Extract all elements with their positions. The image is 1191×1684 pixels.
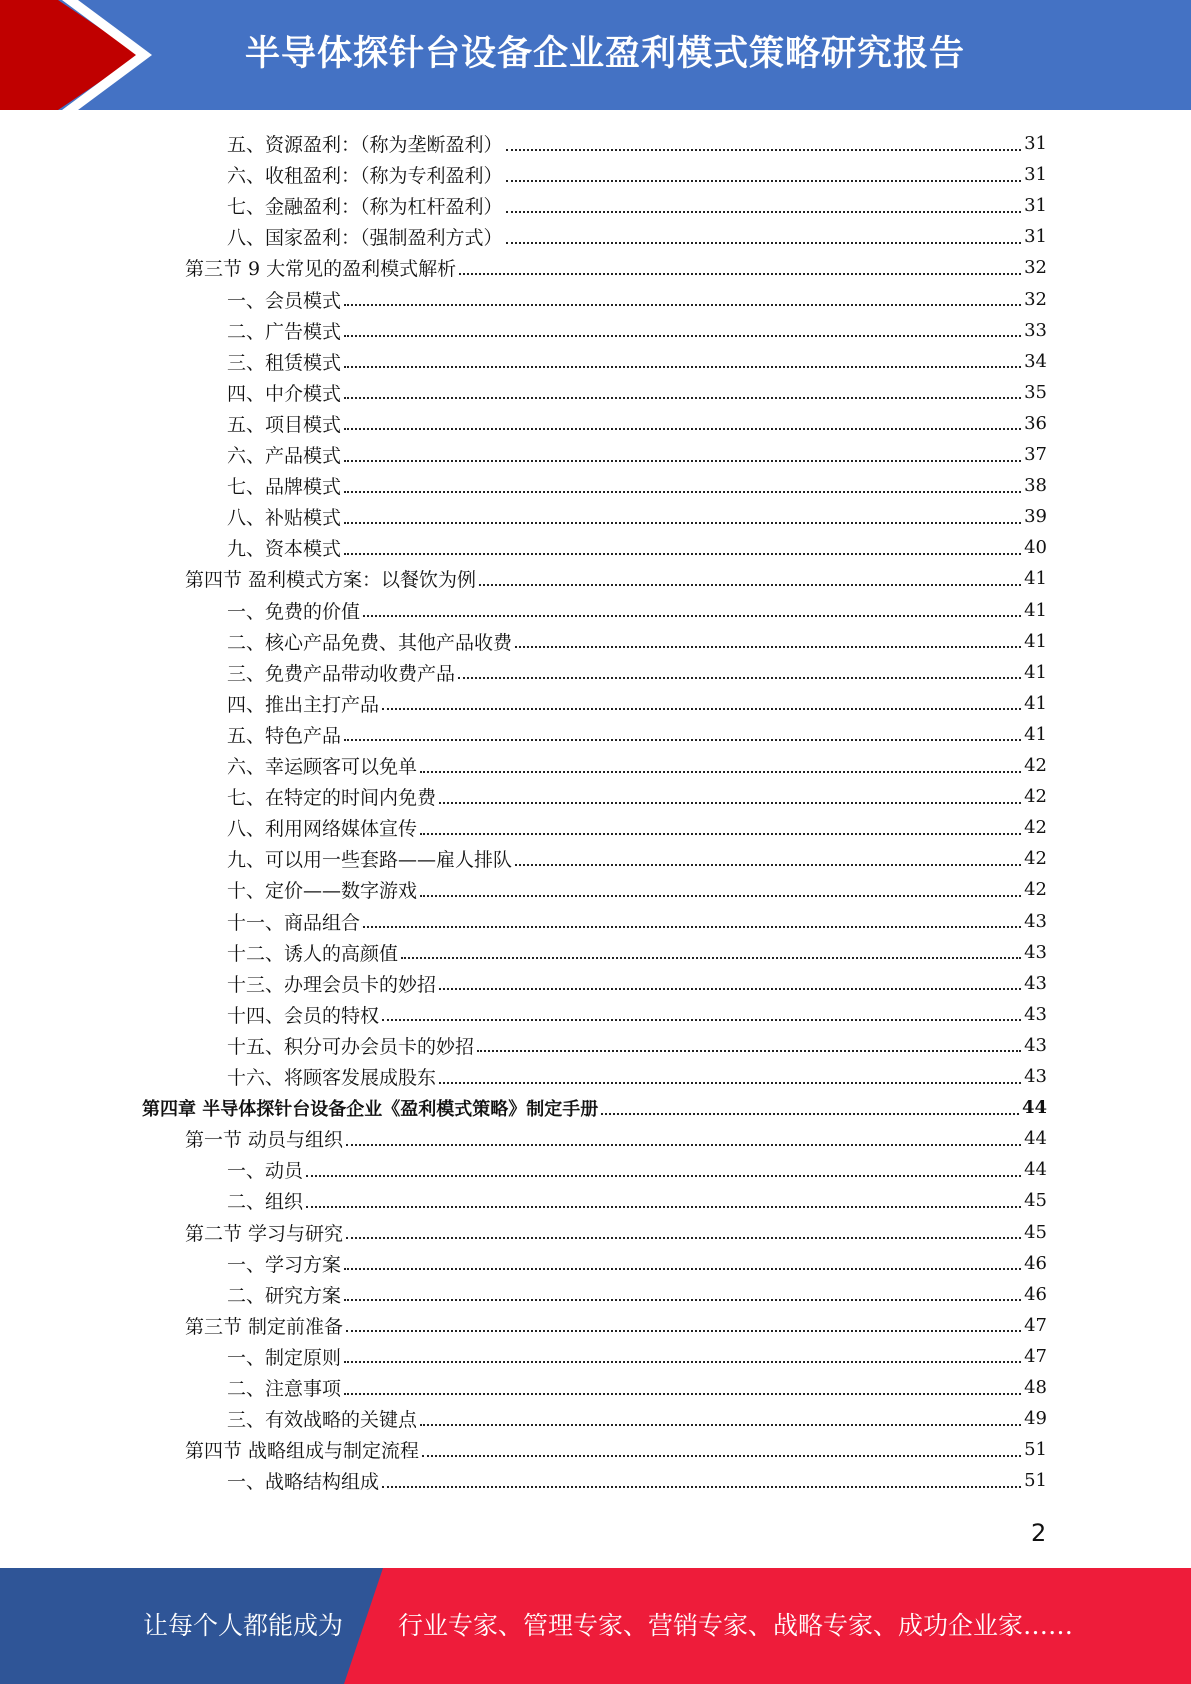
header-band bbox=[0, 0, 1191, 110]
toc-entry-page: 31 bbox=[1024, 195, 1047, 217]
toc-dot-leader bbox=[344, 428, 1021, 430]
toc-entry-page: 47 bbox=[1024, 1345, 1047, 1367]
toc-entry[interactable] bbox=[185, 1123, 1047, 1154]
toc-dot-leader bbox=[344, 1361, 1021, 1363]
toc-entry[interactable] bbox=[227, 595, 1047, 626]
toc-dot-leader bbox=[439, 1082, 1021, 1084]
toc-entry-label: 三、免费产品带动收费产品 bbox=[227, 662, 456, 685]
toc-entry-label: 一、制定原则 bbox=[227, 1346, 342, 1369]
toc-entry-page: 42 bbox=[1024, 879, 1047, 901]
toc-entry[interactable] bbox=[227, 1372, 1047, 1403]
toc-entry-page: 31 bbox=[1024, 133, 1047, 154]
toc-dot-leader bbox=[344, 1268, 1021, 1270]
toc-entry-label: 一、免费的价值 bbox=[227, 600, 361, 623]
toc-entry-page: 33 bbox=[1024, 319, 1047, 341]
toc-dot-leader bbox=[344, 553, 1021, 555]
toc-entry-label: 十三、办理会员卡的妙招 bbox=[227, 973, 437, 996]
toc-entry-label: 六、幸运顾客可以免单 bbox=[227, 756, 418, 778]
toc-dot-leader bbox=[344, 1393, 1021, 1395]
toc-dot-leader bbox=[420, 895, 1021, 897]
toc-entry-label: 一、会员模式 bbox=[227, 289, 342, 312]
toc-entry[interactable] bbox=[227, 470, 1047, 501]
toc-entry-label: 十六、将顾客发展成股东 bbox=[227, 1067, 437, 1089]
toc-dot-leader bbox=[479, 584, 1021, 586]
toc-entry[interactable] bbox=[227, 501, 1047, 532]
toc-dot-leader bbox=[439, 988, 1021, 990]
toc-entry-page: 37 bbox=[1024, 444, 1047, 465]
toc-dot-leader bbox=[344, 522, 1021, 524]
toc-entry[interactable] bbox=[227, 937, 1047, 968]
toc-entry-page: 43 bbox=[1024, 1034, 1047, 1056]
toc-entry-label: 二、核心产品免费、其他产品收费 bbox=[227, 631, 513, 654]
header-chevron-icon bbox=[0, 0, 160, 110]
report-title: 半导体探针台设备企业盈利模式策略研究报告 bbox=[245, 34, 966, 74]
toc-entry[interactable] bbox=[227, 532, 1047, 563]
toc-entry[interactable] bbox=[142, 1092, 1047, 1123]
toc-entry[interactable] bbox=[227, 1248, 1047, 1279]
toc-entry[interactable] bbox=[227, 781, 1047, 812]
toc-entry-page: 43 bbox=[1024, 941, 1047, 963]
footer-slogan-left: 让每个人都能成为 bbox=[143, 1611, 344, 1640]
toc-dot-leader bbox=[506, 242, 1022, 244]
toc-entry-page: 32 bbox=[1024, 288, 1047, 310]
toc-dot-leader bbox=[459, 273, 1021, 275]
toc-entry[interactable] bbox=[185, 252, 1047, 283]
toc-entry-page: 38 bbox=[1024, 475, 1047, 497]
toc-dot-leader bbox=[506, 149, 1022, 151]
toc-entry-label: 三、有效战略的关键点 bbox=[227, 1409, 418, 1432]
toc-entry-page: 32 bbox=[1024, 257, 1047, 279]
toc-dot-leader bbox=[344, 366, 1021, 368]
toc-entry-page: 45 bbox=[1024, 1221, 1047, 1243]
toc-entry-page: 41 bbox=[1024, 568, 1047, 590]
toc-entry-label: 十五、积分可办会员卡的妙招 bbox=[227, 1035, 475, 1058]
footer-band bbox=[0, 1568, 1191, 1684]
toc-dot-leader bbox=[344, 460, 1021, 462]
toc-entry-label: 第四节 战略组成与制定流程 bbox=[185, 1440, 420, 1463]
footer-slogan-right: 行业专家、管理专家、营销专家、战略专家、成功企业家…… bbox=[398, 1611, 1074, 1640]
toc-entry-label: 三、租赁模式 bbox=[227, 351, 342, 374]
toc-dot-leader bbox=[420, 771, 1021, 773]
toc-entry-page: 44 bbox=[1024, 1128, 1047, 1150]
toc-entry-page: 31 bbox=[1024, 164, 1047, 186]
toc-dot-leader bbox=[344, 304, 1021, 306]
toc-dot-leader bbox=[601, 1113, 1019, 1115]
toc-entry-label: 十、定价——数字游戏 bbox=[227, 880, 418, 903]
toc-dot-leader bbox=[382, 708, 1021, 710]
toc-entry-page: 43 bbox=[1024, 972, 1047, 994]
toc-entry[interactable] bbox=[185, 1310, 1047, 1341]
toc-entry-page: 42 bbox=[1024, 817, 1047, 839]
toc-entry[interactable] bbox=[227, 1465, 1047, 1496]
toc-entry-label: 六、收租盈利：（称为专利盈利） bbox=[227, 165, 503, 188]
toc-entry[interactable] bbox=[227, 221, 1047, 252]
toc-dot-leader bbox=[420, 833, 1021, 835]
toc-entry-label: 七、品牌模式 bbox=[227, 476, 342, 499]
page-number: 2 bbox=[1031, 1519, 1047, 1547]
toc-entry[interactable] bbox=[227, 408, 1047, 439]
toc-entry-page: 48 bbox=[1024, 1377, 1047, 1398]
toc-entry-page: 31 bbox=[1024, 226, 1047, 248]
toc-dot-leader bbox=[306, 1175, 1021, 1177]
toc-entry-page: 40 bbox=[1024, 537, 1047, 559]
toc-entry-page: 41 bbox=[1024, 599, 1047, 621]
toc-entry-label: 第一节 动员与组织 bbox=[185, 1129, 344, 1152]
toc-entry[interactable] bbox=[227, 439, 1047, 470]
toc-entry-label: 第三节 9 大常见的盈利模式解析 bbox=[185, 258, 457, 281]
toc-entry-label: 四、中介模式 bbox=[227, 382, 342, 405]
toc-entry-label: 十二、诱人的高颜值 bbox=[227, 942, 399, 965]
toc-entry[interactable] bbox=[227, 999, 1047, 1030]
toc-entry-label: 七、金融盈利：（称为杠杆盈利） bbox=[227, 196, 503, 219]
toc-dot-leader bbox=[506, 211, 1022, 213]
toc-entry-label: 第四章 半导体探针台设备企业《盈利模式策略》制定手册 bbox=[142, 1098, 599, 1120]
toc-dot-leader bbox=[346, 1237, 1021, 1239]
toc-entry[interactable] bbox=[227, 874, 1047, 905]
toc-entry-label: 二、注意事项 bbox=[227, 1378, 342, 1400]
toc-entry-label: 一、动员 bbox=[227, 1160, 304, 1183]
toc-entry[interactable] bbox=[185, 1434, 1047, 1465]
toc-entry[interactable] bbox=[227, 719, 1047, 750]
toc-entry-page: 44 bbox=[1021, 1097, 1047, 1119]
toc-entry-page: 49 bbox=[1024, 1408, 1047, 1430]
toc-entry[interactable] bbox=[227, 906, 1047, 937]
toc-entry[interactable] bbox=[227, 843, 1047, 874]
toc-entry[interactable] bbox=[227, 346, 1047, 377]
toc-entry-page: 44 bbox=[1024, 1159, 1047, 1181]
toc-entry-label: 十四、会员的特权 bbox=[227, 1004, 380, 1027]
toc-entry-page: 46 bbox=[1024, 1252, 1047, 1274]
toc-entry-page: 35 bbox=[1024, 381, 1047, 403]
toc-entry-label: 五、资源盈利：（称为垄断盈利） bbox=[227, 134, 503, 156]
toc-entry[interactable] bbox=[227, 657, 1047, 688]
toc-entry[interactable] bbox=[227, 968, 1047, 999]
toc-entry[interactable] bbox=[227, 750, 1047, 781]
toc-dot-leader bbox=[306, 1206, 1021, 1208]
toc-entry[interactable] bbox=[227, 1279, 1047, 1310]
toc-entry-page: 41 bbox=[1024, 723, 1047, 745]
toc-entry-page: 41 bbox=[1024, 661, 1047, 683]
toc-entry-page: 51 bbox=[1024, 1470, 1047, 1492]
toc-entry-page: 39 bbox=[1024, 506, 1047, 528]
toc-dot-leader bbox=[363, 926, 1021, 928]
toc-entry[interactable] bbox=[227, 159, 1047, 190]
toc-dot-leader bbox=[401, 957, 1021, 959]
toc-entry[interactable] bbox=[185, 563, 1047, 594]
toc-entry[interactable] bbox=[227, 377, 1047, 408]
toc-entry-page: 41 bbox=[1024, 692, 1047, 714]
toc-entry-label: 八、补贴模式 bbox=[227, 507, 342, 530]
toc-entry-page: 47 bbox=[1024, 1314, 1047, 1336]
toc-entry-label: 六、产品模式 bbox=[227, 445, 342, 467]
toc-dot-leader bbox=[515, 646, 1021, 648]
toc-entry[interactable] bbox=[185, 1217, 1047, 1248]
toc-entry[interactable] bbox=[227, 1154, 1047, 1185]
toc-entry-page: 41 bbox=[1024, 630, 1047, 652]
toc-entry-label: 五、项目模式 bbox=[227, 413, 342, 436]
toc-dot-leader bbox=[458, 677, 1021, 679]
toc-entry-page: 51 bbox=[1024, 1439, 1047, 1461]
toc-dot-leader bbox=[344, 491, 1021, 493]
toc-dot-leader bbox=[344, 739, 1021, 741]
toc-entry-page: 43 bbox=[1024, 1066, 1047, 1087]
toc-entry-label: 八、国家盈利：（强制盈利方式） bbox=[227, 227, 503, 250]
toc-entry-page: 34 bbox=[1024, 350, 1047, 372]
toc-dot-leader bbox=[382, 1019, 1021, 1021]
toc-entry[interactable] bbox=[227, 1403, 1047, 1434]
toc-entry[interactable] bbox=[227, 1185, 1047, 1216]
toc-entry-label: 四、推出主打产品 bbox=[227, 693, 380, 716]
toc-entry-page: 42 bbox=[1024, 755, 1047, 776]
toc-dot-leader bbox=[515, 864, 1021, 866]
toc-entry-label: 第四节 盈利模式方案：以餐饮为例 bbox=[185, 569, 477, 592]
toc-entry-label: 九、资本模式 bbox=[227, 538, 342, 561]
toc-dot-leader bbox=[506, 180, 1022, 182]
toc-entry-label: 一、战略结构组成 bbox=[227, 1471, 380, 1494]
toc-entry-label: 二、广告模式 bbox=[227, 320, 342, 343]
toc-entry-page: 46 bbox=[1024, 1283, 1047, 1305]
toc-entry[interactable] bbox=[227, 190, 1047, 221]
toc-dot-leader bbox=[363, 615, 1021, 617]
toc-entry-label: 第三节 制定前准备 bbox=[185, 1315, 344, 1338]
toc-entry[interactable] bbox=[227, 128, 1047, 159]
toc-entry-page: 43 bbox=[1024, 910, 1047, 932]
toc-entry-page: 36 bbox=[1024, 412, 1047, 434]
toc-entry[interactable] bbox=[227, 626, 1047, 657]
toc-dot-leader bbox=[439, 802, 1021, 804]
toc-entry-page: 45 bbox=[1024, 1190, 1047, 1212]
toc-entry-label: 二、组织 bbox=[227, 1191, 304, 1214]
toc-dot-leader bbox=[346, 1144, 1021, 1146]
toc-entry-label: 八、利用网络媒体宣传 bbox=[227, 818, 418, 841]
toc-entry[interactable] bbox=[227, 1341, 1047, 1372]
toc-entry[interactable] bbox=[227, 1030, 1047, 1061]
toc-dot-leader bbox=[477, 1050, 1021, 1052]
toc-entry-label: 十一、商品组合 bbox=[227, 911, 361, 934]
toc-entry[interactable] bbox=[227, 284, 1047, 315]
toc-entry-label: 九、可以用一些套路——雇人排队 bbox=[227, 849, 513, 872]
toc-dot-leader bbox=[422, 1455, 1021, 1457]
toc-entry-page: 43 bbox=[1024, 1003, 1047, 1025]
toc-entry-label: 第二节 学习与研究 bbox=[185, 1222, 344, 1245]
toc-entry[interactable] bbox=[227, 1061, 1047, 1092]
toc-dot-leader bbox=[344, 1299, 1021, 1301]
toc-entry-page: 42 bbox=[1024, 848, 1047, 870]
toc-entry-label: 五、特色产品 bbox=[227, 724, 342, 747]
toc-entry-page: 42 bbox=[1024, 786, 1047, 808]
toc-dot-leader bbox=[420, 1424, 1021, 1426]
toc-dot-leader bbox=[346, 1330, 1021, 1332]
toc-dot-leader bbox=[344, 397, 1021, 399]
toc-dot-leader bbox=[382, 1486, 1021, 1488]
toc-entry-label: 七、在特定的时间内免费 bbox=[227, 787, 437, 810]
toc-entry[interactable] bbox=[227, 812, 1047, 843]
toc-entry-label: 二、研究方案 bbox=[227, 1284, 342, 1307]
toc-entry-label: 一、学习方案 bbox=[227, 1253, 342, 1276]
toc-dot-leader bbox=[344, 335, 1021, 337]
toc-entry[interactable] bbox=[227, 315, 1047, 346]
toc-entry[interactable] bbox=[227, 688, 1047, 719]
